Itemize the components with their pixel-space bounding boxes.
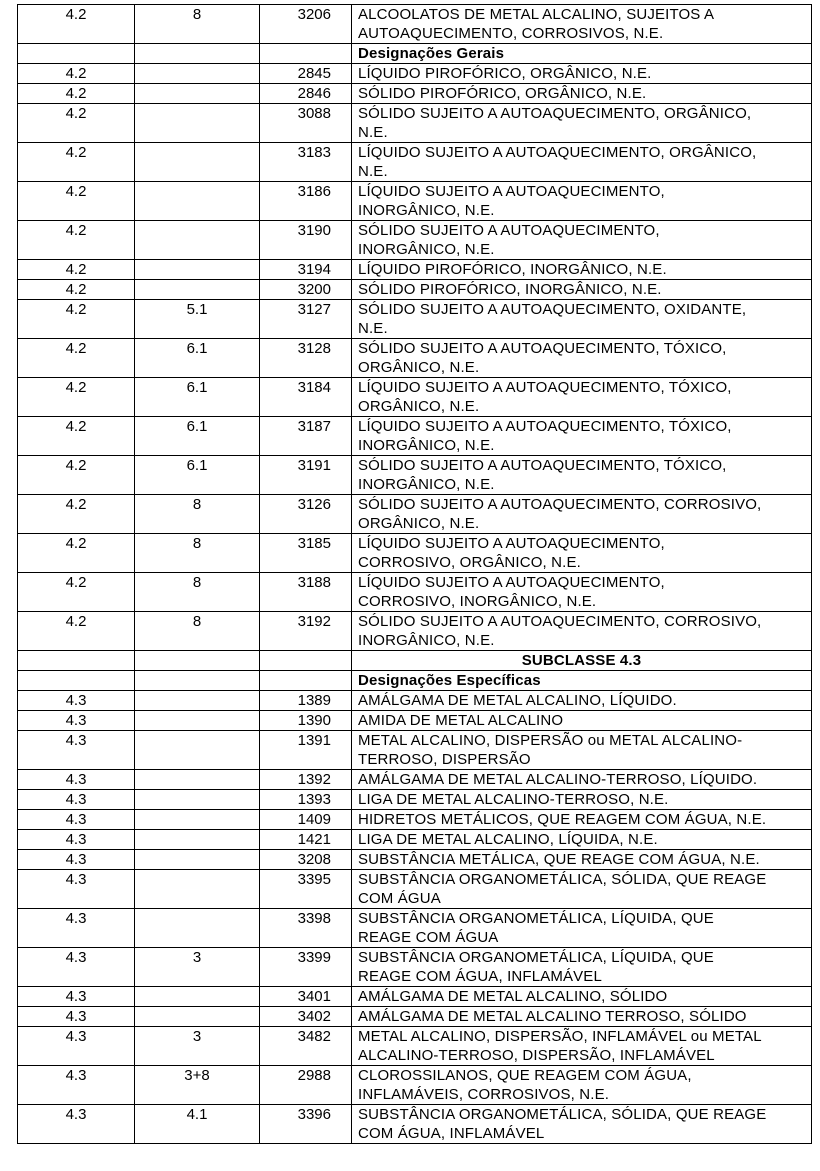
description-cell: SÓLIDO SUJEITO A AUTOAQUECIMENTO, INORGÂNICO, N.E. — [352, 221, 812, 260]
class-cell: 4.3 — [18, 790, 135, 810]
class-cell: 4.3 — [18, 948, 135, 987]
class-cell: 4.2 — [18, 143, 135, 182]
un-number-cell: 3208 — [260, 850, 352, 870]
table-row — [18, 870, 812, 909]
description-cell: LÍQUIDO SUJEITO A AUTOAQUECIMENTO, ORGÂNICO, N.E. — [352, 143, 812, 182]
un-number-cell: 2988 — [260, 1066, 352, 1105]
empty-cell — [18, 671, 135, 691]
description-cell: LÍQUIDO PIROFÓRICO, INORGÂNICO, N.E. — [352, 260, 812, 280]
subsidiary-risk-cell — [135, 731, 260, 770]
un-number-cell: 3399 — [260, 948, 352, 987]
class-cell: 4.3 — [18, 731, 135, 770]
un-number-cell: 1392 — [260, 770, 352, 790]
subsidiary-risk-cell — [135, 1007, 260, 1027]
subsidiary-risk-cell — [135, 987, 260, 1007]
description-cell: SÓLIDO SUJEITO A AUTOAQUECIMENTO, CORROSIVO, INORGÂNICO, N.E. — [352, 612, 812, 651]
subsidiary-risk-cell — [135, 84, 260, 104]
description-cell: LÍQUIDO PIROFÓRICO, ORGÂNICO, N.E. — [352, 64, 812, 84]
subsidiary-risk-cell — [135, 691, 260, 711]
description-cell: SÓLIDO SUJEITO A AUTOAQUECIMENTO, TÓXICO, INORGÂNICO, N.E. — [352, 456, 812, 495]
un-number-cell: 3127 — [260, 300, 352, 339]
un-number-cell: 3395 — [260, 870, 352, 909]
subsidiary-risk-cell: 4.1 — [135, 1105, 260, 1144]
table-row — [18, 948, 812, 987]
description-cell: ALCOOLATOS DE METAL ALCALINO, SUJEITOS A AUTOAQUECIMENTO, CORROSIVOS, N.E. — [352, 5, 812, 44]
un-number-cell: 3398 — [260, 909, 352, 948]
subsidiary-risk-cell — [135, 64, 260, 84]
subsidiary-risk-cell — [135, 770, 260, 790]
subsidiary-risk-cell: 5.1 — [135, 300, 260, 339]
empty-cell — [260, 671, 352, 691]
subsidiary-risk-cell: 8 — [135, 573, 260, 612]
description-cell: AMIDA DE METAL ALCALINO — [352, 711, 812, 731]
class-cell: 4.3 — [18, 770, 135, 790]
un-number-cell: 1391 — [260, 731, 352, 770]
table-row — [18, 810, 812, 830]
class-cell: 4.3 — [18, 830, 135, 850]
subsidiary-risk-cell: 3+8 — [135, 1066, 260, 1105]
description-cell: LIGA DE METAL ALCALINO, LÍQUIDA, N.E. — [352, 830, 812, 850]
description-cell: LÍQUIDO SUJEITO A AUTOAQUECIMENTO, INORGÂNICO, N.E. — [352, 182, 812, 221]
un-number-cell: 3190 — [260, 221, 352, 260]
table-row — [18, 1105, 812, 1144]
class-cell: 4.2 — [18, 260, 135, 280]
class-cell: 4.3 — [18, 987, 135, 1007]
description-cell: LÍQUIDO SUJEITO A AUTOAQUECIMENTO, TÓXICO, ORGÂNICO, N.E. — [352, 378, 812, 417]
subsidiary-risk-cell — [135, 830, 260, 850]
description-cell: METAL ALCALINO, DISPERSÃO, INFLAMÁVEL ou METAL ALCALINO-TERROSO, DISPERSÃO, INFLAMÁVEL — [352, 1027, 812, 1066]
subsidiary-risk-cell: 8 — [135, 534, 260, 573]
description-cell: SÓLIDO SUJEITO A AUTOAQUECIMENTO, CORROSIVO, ORGÂNICO, N.E. — [352, 495, 812, 534]
table-row — [18, 260, 812, 280]
table-row — [18, 790, 812, 810]
un-number-cell: 3128 — [260, 339, 352, 378]
table-row — [18, 770, 812, 790]
subsidiary-risk-cell — [135, 182, 260, 221]
document-page — [17, 4, 811, 1144]
un-number-cell: 1390 — [260, 711, 352, 731]
class-cell: 4.2 — [18, 84, 135, 104]
class-cell: 4.2 — [18, 534, 135, 573]
un-number-cell: 3194 — [260, 260, 352, 280]
class-cell: 4.2 — [18, 378, 135, 417]
subsidiary-risk-cell — [135, 711, 260, 731]
description-cell: SUBSTÂNCIA METÁLICA, QUE REAGE COM ÁGUA, N.E. — [352, 850, 812, 870]
empty-cell — [18, 651, 135, 671]
un-number-cell: 3088 — [260, 104, 352, 143]
table-row — [18, 573, 812, 612]
class-cell: 4.3 — [18, 1105, 135, 1144]
class-cell: 4.3 — [18, 1007, 135, 1027]
class-cell: 4.3 — [18, 711, 135, 731]
table-row — [18, 1066, 812, 1105]
table-row — [18, 378, 812, 417]
table-row — [18, 182, 812, 221]
subsidiary-risk-cell — [135, 280, 260, 300]
description-cell: LÍQUIDO SUJEITO A AUTOAQUECIMENTO, CORROSIVO, ORGÂNICO, N.E. — [352, 534, 812, 573]
description-cell: LIGA DE METAL ALCALINO-TERROSO, N.E. — [352, 790, 812, 810]
table-row — [18, 221, 812, 260]
description-cell: HIDRETOS METÁLICOS, QUE REAGEM COM ÁGUA, N.E. — [352, 810, 812, 830]
description-cell: AMÁLGAMA DE METAL ALCALINO, LÍQUIDO. — [352, 691, 812, 711]
subsidiary-risk-cell: 8 — [135, 612, 260, 651]
class-cell: 4.2 — [18, 417, 135, 456]
class-cell: 4.2 — [18, 64, 135, 84]
un-number-cell: 3402 — [260, 1007, 352, 1027]
description-cell: SUBSTÂNCIA ORGANOMETÁLICA, LÍQUIDA, QUE REAGE COM ÁGUA — [352, 909, 812, 948]
table-row — [18, 143, 812, 182]
description-cell: CLOROSSILANOS, QUE REAGEM COM ÁGUA, INFLAMÁVEIS, CORROSIVOS, N.E. — [352, 1066, 812, 1105]
class-cell: 4.3 — [18, 1066, 135, 1105]
subsidiary-risk-cell: 3 — [135, 948, 260, 987]
subsidiary-risk-cell — [135, 909, 260, 948]
un-number-cell: 1393 — [260, 790, 352, 810]
un-number-cell: 3185 — [260, 534, 352, 573]
subsidiary-risk-cell — [135, 850, 260, 870]
section-heading: SUBCLASSE 4.3 — [352, 651, 812, 671]
table-row — [18, 456, 812, 495]
subsidiary-risk-cell: 6.1 — [135, 378, 260, 417]
section-heading: Designações Gerais — [352, 44, 812, 64]
description-cell: SÓLIDO SUJEITO A AUTOAQUECIMENTO, TÓXICO, ORGÂNICO, N.E. — [352, 339, 812, 378]
un-number-cell: 3396 — [260, 1105, 352, 1144]
class-cell: 4.2 — [18, 5, 135, 44]
table-row — [18, 691, 812, 711]
un-number-cell: 2845 — [260, 64, 352, 84]
section-heading-row — [18, 671, 812, 691]
subsidiary-risk-cell — [135, 870, 260, 909]
un-number-cell: 1389 — [260, 691, 352, 711]
un-number-cell: 3192 — [260, 612, 352, 651]
section-heading-row — [18, 44, 812, 64]
table-row — [18, 1007, 812, 1027]
table-row — [18, 64, 812, 84]
table-row — [18, 300, 812, 339]
subsidiary-risk-cell: 8 — [135, 495, 260, 534]
class-cell: 4.3 — [18, 850, 135, 870]
un-number-cell: 3200 — [260, 280, 352, 300]
table-row — [18, 280, 812, 300]
empty-cell — [135, 671, 260, 691]
description-cell: AMÁLGAMA DE METAL ALCALINO-TERROSO, LÍQUIDO. — [352, 770, 812, 790]
class-cell: 4.2 — [18, 300, 135, 339]
table-row — [18, 731, 812, 770]
class-cell: 4.2 — [18, 182, 135, 221]
class-cell: 4.2 — [18, 495, 135, 534]
un-number-cell: 3187 — [260, 417, 352, 456]
class-cell: 4.2 — [18, 573, 135, 612]
class-cell: 4.3 — [18, 909, 135, 948]
un-number-cell: 3401 — [260, 987, 352, 1007]
table-row — [18, 1027, 812, 1066]
un-number-cell: 3482 — [260, 1027, 352, 1066]
description-cell: METAL ALCALINO, DISPERSÃO ou METAL ALCALINO- TERROSO, DISPERSÃO — [352, 731, 812, 770]
table-row — [18, 850, 812, 870]
table-row — [18, 987, 812, 1007]
subsidiary-risk-cell — [135, 221, 260, 260]
table-row — [18, 5, 812, 44]
table-row — [18, 417, 812, 456]
subsidiary-risk-cell — [135, 104, 260, 143]
description-cell: SUBSTÂNCIA ORGANOMETÁLICA, LÍQUIDA, QUE REAGE COM ÁGUA, INFLAMÁVEL — [352, 948, 812, 987]
subsidiary-risk-cell — [135, 810, 260, 830]
un-number-cell: 3206 — [260, 5, 352, 44]
table-row — [18, 534, 812, 573]
un-number-cell: 3191 — [260, 456, 352, 495]
section-heading: Designações Específicas — [352, 671, 812, 691]
description-cell: SÓLIDO PIROFÓRICO, ORGÂNICO, N.E. — [352, 84, 812, 104]
empty-cell — [18, 44, 135, 64]
class-cell: 4.2 — [18, 612, 135, 651]
subsidiary-risk-cell: 3 — [135, 1027, 260, 1066]
description-cell: SUBSTÂNCIA ORGANOMETÁLICA, SÓLIDA, QUE REAGE COM ÁGUA, INFLAMÁVEL — [352, 1105, 812, 1144]
table-row — [18, 830, 812, 850]
subsidiary-risk-cell: 6.1 — [135, 456, 260, 495]
description-cell: SÓLIDO PIROFÓRICO, INORGÂNICO, N.E. — [352, 280, 812, 300]
empty-cell — [260, 651, 352, 671]
un-number-cell: 3183 — [260, 143, 352, 182]
description-cell: SÓLIDO SUJEITO A AUTOAQUECIMENTO, OXIDANTE, N.E. — [352, 300, 812, 339]
subsidiary-risk-cell: 8 — [135, 5, 260, 44]
description-cell: LÍQUIDO SUJEITO A AUTOAQUECIMENTO, CORROSIVO, INORGÂNICO, N.E. — [352, 573, 812, 612]
description-cell: SUBSTÂNCIA ORGANOMETÁLICA, SÓLIDA, QUE REAGE COM ÁGUA — [352, 870, 812, 909]
table-row — [18, 339, 812, 378]
class-cell: 4.2 — [18, 339, 135, 378]
table-row — [18, 612, 812, 651]
empty-cell — [135, 44, 260, 64]
table-row — [18, 84, 812, 104]
description-cell: AMÁLGAMA DE METAL ALCALINO, SÓLIDO — [352, 987, 812, 1007]
un-number-cell: 3188 — [260, 573, 352, 612]
empty-cell — [135, 651, 260, 671]
subsidiary-risk-cell: 6.1 — [135, 339, 260, 378]
table-row — [18, 909, 812, 948]
un-number-cell: 1421 — [260, 830, 352, 850]
section-heading-row — [18, 651, 812, 671]
table-body — [18, 5, 812, 1144]
description-cell: LÍQUIDO SUJEITO A AUTOAQUECIMENTO, TÓXICO, INORGÂNICO, N.E. — [352, 417, 812, 456]
description-cell: SÓLIDO SUJEITO A AUTOAQUECIMENTO, ORGÂNICO, N.E. — [352, 104, 812, 143]
class-cell: 4.2 — [18, 104, 135, 143]
class-cell: 4.3 — [18, 1027, 135, 1066]
subsidiary-risk-cell — [135, 260, 260, 280]
class-cell: 4.2 — [18, 280, 135, 300]
class-cell: 4.2 — [18, 221, 135, 260]
table-row — [18, 104, 812, 143]
class-cell: 4.3 — [18, 810, 135, 830]
table-row — [18, 711, 812, 731]
un-number-cell: 3126 — [260, 495, 352, 534]
class-cell: 4.3 — [18, 870, 135, 909]
un-number-cell: 2846 — [260, 84, 352, 104]
un-number-cell: 3186 — [260, 182, 352, 221]
subsidiary-risk-cell — [135, 143, 260, 182]
un-number-cell: 3184 — [260, 378, 352, 417]
description-cell: AMÁLGAMA DE METAL ALCALINO TERROSO, SÓLIDO — [352, 1007, 812, 1027]
table-row — [18, 495, 812, 534]
class-cell: 4.2 — [18, 456, 135, 495]
class-cell: 4.3 — [18, 691, 135, 711]
subsidiary-risk-cell — [135, 790, 260, 810]
un-number-cell: 1409 — [260, 810, 352, 830]
subsidiary-risk-cell: 6.1 — [135, 417, 260, 456]
dangerous-goods-table — [17, 4, 812, 1144]
empty-cell — [260, 44, 352, 64]
